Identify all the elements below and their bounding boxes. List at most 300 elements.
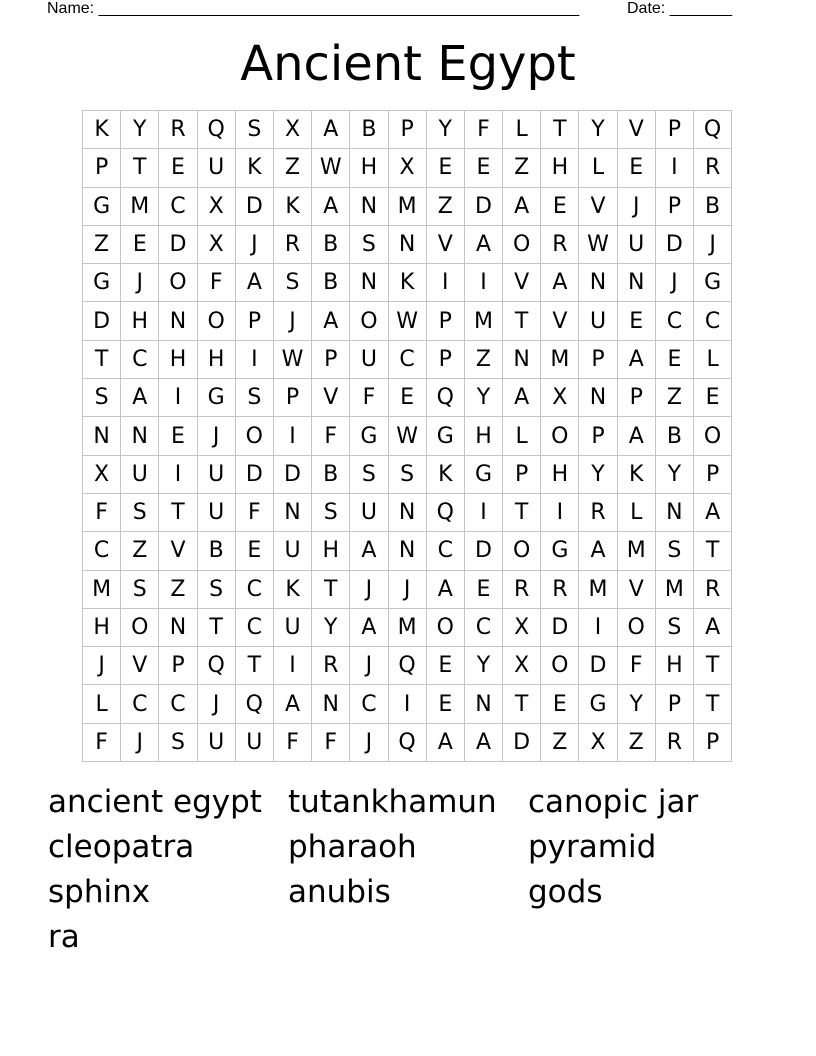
- grid-cell: Y: [579, 111, 617, 149]
- word-list-item: ancient egypt: [48, 784, 262, 820]
- grid-cell: Y: [312, 609, 350, 647]
- grid-cell: A: [312, 111, 350, 149]
- grid-cell: G: [83, 264, 121, 302]
- grid-cell: Q: [694, 111, 732, 149]
- grid-cell: J: [198, 417, 236, 455]
- grid-cell: R: [503, 571, 541, 609]
- grid-cell: G: [541, 532, 579, 570]
- grid-cell: H: [83, 609, 121, 647]
- grid-cell: E: [694, 379, 732, 417]
- grid-cell: P: [503, 456, 541, 494]
- grid-cell: I: [541, 494, 579, 532]
- grid-cell: A: [503, 379, 541, 417]
- grid-cell: F: [465, 111, 503, 149]
- grid-cell: D: [503, 724, 541, 762]
- grid-cell: Y: [579, 456, 617, 494]
- grid-cell: J: [121, 264, 159, 302]
- grid-cell: C: [694, 302, 732, 340]
- word-list-item: canopic jar: [528, 784, 699, 820]
- grid-cell: D: [465, 532, 503, 570]
- grid-cell: Z: [274, 149, 312, 187]
- grid-cell: T: [694, 532, 732, 570]
- grid-cell: A: [427, 571, 465, 609]
- grid-cell: G: [83, 188, 121, 226]
- grid-cell: U: [579, 302, 617, 340]
- grid-cell: H: [656, 647, 694, 685]
- grid-cell: S: [236, 111, 274, 149]
- word-list-item: sphinx: [48, 874, 151, 910]
- grid-cell: Z: [427, 188, 465, 226]
- grid-cell: V: [579, 188, 617, 226]
- grid-cell: C: [236, 609, 274, 647]
- grid-cell: D: [579, 647, 617, 685]
- grid-cell: V: [541, 302, 579, 340]
- grid-cell: P: [656, 111, 694, 149]
- grid-cell: X: [198, 188, 236, 226]
- grid-cell: A: [579, 532, 617, 570]
- grid-cell: Z: [465, 341, 503, 379]
- grid-cell: F: [236, 494, 274, 532]
- grid-cell: V: [159, 532, 197, 570]
- grid-cell: D: [236, 456, 274, 494]
- grid-cell: M: [389, 609, 427, 647]
- grid-cell: T: [503, 494, 541, 532]
- grid-cell: Q: [236, 685, 274, 723]
- grid-cell: L: [503, 417, 541, 455]
- grid-cell: A: [465, 724, 503, 762]
- grid-cell: U: [198, 149, 236, 187]
- grid-cell: A: [465, 226, 503, 264]
- grid-cell: D: [274, 456, 312, 494]
- grid-cell: Q: [198, 647, 236, 685]
- word-list-item: anubis: [288, 874, 391, 910]
- grid-cell: E: [121, 226, 159, 264]
- grid-cell: O: [198, 302, 236, 340]
- grid-cell: S: [121, 494, 159, 532]
- grid-cell: S: [83, 379, 121, 417]
- grid-cell: T: [503, 302, 541, 340]
- grid-cell: Z: [541, 724, 579, 762]
- grid-cell: H: [159, 341, 197, 379]
- grid-cell: E: [656, 341, 694, 379]
- grid-cell: J: [656, 264, 694, 302]
- grid-cell: T: [694, 685, 732, 723]
- grid-cell: H: [541, 456, 579, 494]
- grid-cell: X: [389, 149, 427, 187]
- grid-cell: H: [541, 149, 579, 187]
- grid-cell: X: [541, 379, 579, 417]
- grid-cell: W: [274, 341, 312, 379]
- grid-cell: K: [389, 264, 427, 302]
- grid-cell: C: [83, 532, 121, 570]
- grid-cell: P: [427, 302, 465, 340]
- grid-cell: W: [579, 226, 617, 264]
- grid-cell: N: [579, 379, 617, 417]
- grid-cell: Z: [503, 149, 541, 187]
- grid-cell: I: [274, 417, 312, 455]
- grid-cell: J: [694, 226, 732, 264]
- grid-cell: M: [121, 188, 159, 226]
- grid-cell: E: [541, 188, 579, 226]
- grid-cell: T: [198, 609, 236, 647]
- grid-cell: T: [541, 111, 579, 149]
- grid-cell: I: [427, 264, 465, 302]
- grid-cell: E: [465, 149, 503, 187]
- grid-cell: K: [236, 149, 274, 187]
- grid-cell: G: [427, 417, 465, 455]
- grid-cell: G: [350, 417, 388, 455]
- grid-cell: F: [83, 724, 121, 762]
- grid-cell: R: [694, 571, 732, 609]
- grid-cell: O: [159, 264, 197, 302]
- grid-cell: G: [198, 379, 236, 417]
- grid-cell: E: [427, 685, 465, 723]
- word-list-item: tutankhamun: [288, 784, 497, 820]
- date-label: Date: _______: [627, 0, 732, 17]
- grid-cell: A: [121, 379, 159, 417]
- grid-cell: C: [121, 685, 159, 723]
- grid-cell: I: [389, 685, 427, 723]
- grid-cell: F: [350, 379, 388, 417]
- grid-cell: E: [541, 685, 579, 723]
- grid-cell: P: [159, 647, 197, 685]
- grid-cell: B: [312, 226, 350, 264]
- grid-cell: P: [618, 379, 656, 417]
- grid-cell: J: [618, 188, 656, 226]
- grid-cell: V: [121, 647, 159, 685]
- grid-cell: A: [618, 417, 656, 455]
- grid-cell: J: [350, 647, 388, 685]
- grid-cell: N: [579, 264, 617, 302]
- grid-cell: W: [389, 302, 427, 340]
- grid-cell: Q: [427, 494, 465, 532]
- grid-cell: M: [83, 571, 121, 609]
- worksheet-header: [47, 0, 747, 20]
- grid-cell: L: [83, 685, 121, 723]
- grid-cell: O: [541, 417, 579, 455]
- grid-cell: S: [656, 609, 694, 647]
- word-list-item: pharaoh: [288, 829, 417, 865]
- grid-cell: E: [427, 647, 465, 685]
- grid-cell: E: [427, 149, 465, 187]
- grid-cell: N: [312, 685, 350, 723]
- grid-cell: W: [312, 149, 350, 187]
- grid-cell: M: [618, 532, 656, 570]
- grid-cell: A: [312, 302, 350, 340]
- letter-grid: [82, 110, 732, 762]
- grid-cell: L: [503, 111, 541, 149]
- grid-cell: N: [389, 532, 427, 570]
- grid-cell: Z: [618, 724, 656, 762]
- grid-cell: F: [274, 724, 312, 762]
- grid-cell: D: [83, 302, 121, 340]
- grid-cell: E: [618, 149, 656, 187]
- grid-cell: X: [83, 456, 121, 494]
- grid-cell: I: [236, 341, 274, 379]
- grid-cell: N: [503, 341, 541, 379]
- grid-cell: J: [236, 226, 274, 264]
- grid-cell: F: [198, 264, 236, 302]
- grid-cell: U: [236, 724, 274, 762]
- grid-cell: M: [579, 571, 617, 609]
- grid-cell: F: [312, 417, 350, 455]
- grid-cell: A: [503, 188, 541, 226]
- grid-cell: S: [656, 532, 694, 570]
- grid-cell: I: [274, 647, 312, 685]
- grid-cell: C: [159, 188, 197, 226]
- grid-cell: J: [350, 724, 388, 762]
- grid-cell: U: [350, 341, 388, 379]
- grid-cell: E: [159, 417, 197, 455]
- grid-cell: D: [465, 188, 503, 226]
- grid-cell: P: [694, 456, 732, 494]
- grid-cell: J: [83, 647, 121, 685]
- grid-cell: B: [198, 532, 236, 570]
- grid-cell: R: [159, 111, 197, 149]
- grid-cell: U: [274, 609, 312, 647]
- grid-cell: Z: [83, 226, 121, 264]
- grid-cell: G: [694, 264, 732, 302]
- grid-cell: Q: [389, 647, 427, 685]
- grid-cell: P: [83, 149, 121, 187]
- grid-cell: B: [694, 188, 732, 226]
- grid-cell: C: [465, 609, 503, 647]
- grid-cell: S: [121, 571, 159, 609]
- grid-cell: I: [465, 494, 503, 532]
- grid-cell: X: [274, 111, 312, 149]
- grid-cell: B: [312, 456, 350, 494]
- grid-cell: T: [694, 647, 732, 685]
- grid-cell: H: [198, 341, 236, 379]
- grid-cell: J: [389, 571, 427, 609]
- grid-cell: O: [503, 226, 541, 264]
- grid-cell: U: [121, 456, 159, 494]
- grid-cell: A: [618, 341, 656, 379]
- grid-cell: E: [236, 532, 274, 570]
- grid-cell: E: [389, 379, 427, 417]
- grid-cell: I: [656, 149, 694, 187]
- grid-cell: E: [159, 149, 197, 187]
- grid-cell: M: [389, 188, 427, 226]
- grid-cell: S: [312, 494, 350, 532]
- grid-cell: K: [83, 111, 121, 149]
- grid-cell: R: [656, 724, 694, 762]
- grid-cell: I: [579, 609, 617, 647]
- grid-cell: O: [618, 609, 656, 647]
- grid-cell: U: [618, 226, 656, 264]
- grid-cell: Y: [465, 379, 503, 417]
- grid-cell: I: [159, 456, 197, 494]
- grid-cell: Q: [389, 724, 427, 762]
- grid-cell: C: [236, 571, 274, 609]
- grid-cell: C: [350, 685, 388, 723]
- grid-cell: R: [579, 494, 617, 532]
- grid-cell: P: [312, 341, 350, 379]
- grid-cell: D: [656, 226, 694, 264]
- grid-cell: T: [503, 685, 541, 723]
- grid-cell: O: [503, 532, 541, 570]
- grid-cell: H: [312, 532, 350, 570]
- grid-cell: T: [83, 341, 121, 379]
- grid-cell: V: [312, 379, 350, 417]
- grid-cell: O: [121, 609, 159, 647]
- grid-cell: Q: [198, 111, 236, 149]
- word-list-item: gods: [528, 874, 603, 910]
- grid-cell: P: [579, 417, 617, 455]
- grid-cell: T: [121, 149, 159, 187]
- grid-cell: S: [350, 226, 388, 264]
- grid-cell: N: [83, 417, 121, 455]
- grid-cell: V: [618, 111, 656, 149]
- grid-cell: I: [465, 264, 503, 302]
- grid-cell: B: [312, 264, 350, 302]
- grid-cell: A: [694, 609, 732, 647]
- grid-cell: V: [427, 226, 465, 264]
- grid-cell: N: [618, 264, 656, 302]
- grid-cell: P: [656, 188, 694, 226]
- grid-cell: J: [121, 724, 159, 762]
- grid-cell: Z: [121, 532, 159, 570]
- grid-cell: J: [274, 302, 312, 340]
- grid-cell: P: [274, 379, 312, 417]
- grid-cell: R: [312, 647, 350, 685]
- grid-cell: C: [389, 341, 427, 379]
- grid-cell: Y: [465, 647, 503, 685]
- grid-cell: X: [503, 647, 541, 685]
- grid-cell: P: [236, 302, 274, 340]
- grid-cell: E: [465, 571, 503, 609]
- grid-cell: C: [159, 685, 197, 723]
- grid-cell: O: [427, 609, 465, 647]
- grid-cell: L: [694, 341, 732, 379]
- grid-cell: K: [427, 456, 465, 494]
- grid-cell: O: [350, 302, 388, 340]
- grid-cell: W: [389, 417, 427, 455]
- word-list-item: cleopatra: [48, 829, 195, 865]
- grid-cell: U: [274, 532, 312, 570]
- grid-cell: P: [579, 341, 617, 379]
- grid-cell: H: [465, 417, 503, 455]
- grid-cell: N: [389, 494, 427, 532]
- grid-cell: U: [198, 456, 236, 494]
- grid-cell: A: [350, 532, 388, 570]
- grid-cell: B: [350, 111, 388, 149]
- grid-cell: N: [159, 609, 197, 647]
- grid-cell: N: [274, 494, 312, 532]
- grid-cell: R: [541, 226, 579, 264]
- grid-cell: N: [350, 188, 388, 226]
- grid-cell: R: [274, 226, 312, 264]
- grid-cell: K: [274, 188, 312, 226]
- grid-cell: D: [236, 188, 274, 226]
- grid-cell: A: [427, 724, 465, 762]
- grid-cell: S: [274, 264, 312, 302]
- word-list-item: ra: [48, 919, 80, 955]
- page-title: Ancient Egypt: [240, 36, 576, 92]
- grid-cell: Y: [121, 111, 159, 149]
- grid-cell: Z: [656, 379, 694, 417]
- grid-cell: T: [236, 647, 274, 685]
- grid-cell: M: [541, 341, 579, 379]
- grid-cell: A: [312, 188, 350, 226]
- grid-cell: F: [83, 494, 121, 532]
- grid-cell: F: [312, 724, 350, 762]
- grid-cell: G: [465, 456, 503, 494]
- grid-cell: V: [618, 571, 656, 609]
- grid-cell: A: [694, 494, 732, 532]
- grid-cell: A: [350, 609, 388, 647]
- grid-cell: F: [618, 647, 656, 685]
- grid-cell: N: [159, 302, 197, 340]
- grid-cell: R: [541, 571, 579, 609]
- grid-cell: S: [198, 571, 236, 609]
- grid-cell: N: [121, 417, 159, 455]
- grid-cell: D: [159, 226, 197, 264]
- grid-cell: U: [198, 724, 236, 762]
- grid-cell: J: [198, 685, 236, 723]
- grid-cell: Q: [427, 379, 465, 417]
- grid-cell: V: [503, 264, 541, 302]
- grid-cell: N: [389, 226, 427, 264]
- grid-cell: D: [541, 609, 579, 647]
- grid-cell: P: [427, 341, 465, 379]
- grid-cell: O: [694, 417, 732, 455]
- grid-cell: K: [618, 456, 656, 494]
- grid-cell: E: [618, 302, 656, 340]
- grid-cell: A: [541, 264, 579, 302]
- grid-cell: T: [159, 494, 197, 532]
- grid-cell: C: [656, 302, 694, 340]
- grid-cell: Y: [618, 685, 656, 723]
- grid-cell: H: [350, 149, 388, 187]
- grid-cell: T: [312, 571, 350, 609]
- grid-cell: N: [350, 264, 388, 302]
- grid-cell: Y: [656, 456, 694, 494]
- grid-cell: U: [198, 494, 236, 532]
- grid-cell: S: [159, 724, 197, 762]
- grid-cell: M: [465, 302, 503, 340]
- grid-cell: X: [579, 724, 617, 762]
- grid-cell: U: [350, 494, 388, 532]
- grid-cell: R: [694, 149, 732, 187]
- grid-cell: O: [236, 417, 274, 455]
- grid-cell: J: [350, 571, 388, 609]
- grid-cell: C: [121, 341, 159, 379]
- grid-cell: P: [389, 111, 427, 149]
- grid-cell: X: [503, 609, 541, 647]
- grid-cell: I: [159, 379, 197, 417]
- word-list-item: pyramid: [528, 829, 657, 865]
- grid-cell: L: [579, 149, 617, 187]
- word-list: [48, 780, 768, 960]
- grid-cell: O: [541, 647, 579, 685]
- grid-cell: A: [236, 264, 274, 302]
- grid-cell: Z: [159, 571, 197, 609]
- grid-cell: C: [427, 532, 465, 570]
- grid-cell: L: [618, 494, 656, 532]
- grid-cell: M: [656, 571, 694, 609]
- grid-cell: X: [198, 226, 236, 264]
- grid-cell: H: [121, 302, 159, 340]
- grid-cell: P: [694, 724, 732, 762]
- grid-cell: S: [389, 456, 427, 494]
- grid-cell: S: [350, 456, 388, 494]
- name-label: Name: ______________________________________________________: [47, 0, 580, 17]
- grid-cell: B: [656, 417, 694, 455]
- grid-cell: G: [579, 685, 617, 723]
- grid-cell: K: [274, 571, 312, 609]
- grid-cell: Y: [427, 111, 465, 149]
